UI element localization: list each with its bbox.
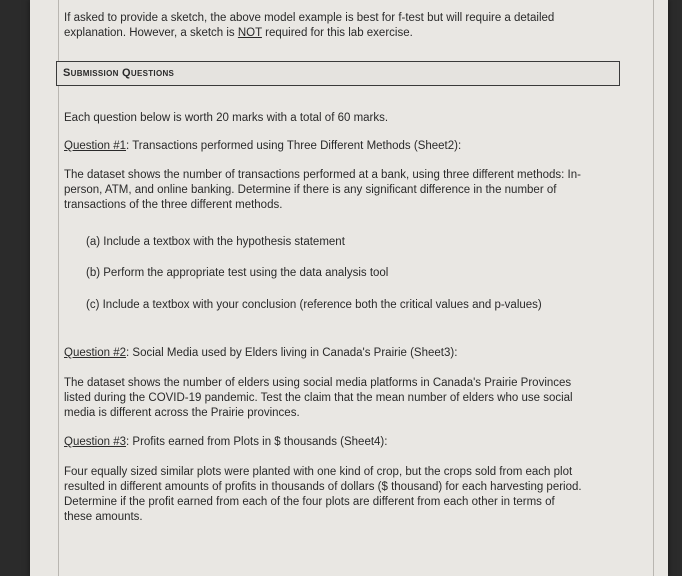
- question-1-body: [64, 168, 629, 213]
- question-2-body: [64, 376, 629, 421]
- intro-line-2: explanation. However, a sketch is NOT required for this lab exercise.: [64, 27, 413, 39]
- question-2-label: Question #2: [64, 347, 127, 359]
- q2-body-line-2: listed during the COVID-19 pandemic. Test the claim that the mean number of elders who use social: [64, 392, 573, 404]
- submission-questions-header: [56, 61, 620, 86]
- question-1-label: Question #1: [64, 140, 127, 152]
- q3-body-line-1: Four equally sized similar plots were planted with one kind of crop, but the crops sold from each plot: [64, 466, 573, 478]
- right-margin-line: [653, 0, 654, 576]
- q1-body-line-3: transactions of the three different methods.: [64, 199, 283, 211]
- intro-line-1: If asked to provide a sketch, the above model example is best for f-test but will require a detailed: [64, 12, 555, 24]
- question-1-heading: [64, 139, 629, 154]
- marks-note: Each question below is worth 20 marks with a total of 60 marks.: [64, 112, 389, 124]
- submission-header-text: Submission Questions: [63, 67, 175, 79]
- q2-body-line-1: The dataset shows the number of elders using social media platforms in Canada's Prairie Provinces: [64, 377, 572, 389]
- question-3-title: : Profits earned from Plots in $ thousands (Sheet4):: [126, 436, 388, 448]
- q1-item-c: (c) Include a textbox with your conclusion (reference both the critical values and p-values): [86, 299, 542, 311]
- question-3-label: Question #3: [64, 436, 127, 448]
- q1-item-a: (a) Include a textbox with the hypothesis statement: [86, 236, 345, 248]
- not-emphasis: NOT: [237, 27, 262, 39]
- question-3-body: [64, 465, 629, 525]
- q1-body-line-2: person, ATM, and online banking. Determine if there is any significant difference in the number of: [64, 184, 557, 196]
- question-2-title: : Social Media used by Elders living in Canada's Prairie (Sheet3):: [126, 347, 458, 359]
- q1-body-line-1: The dataset shows the number of transactions performed at a bank, using three different methods: In-: [64, 169, 581, 181]
- left-margin-line: [58, 0, 59, 576]
- q2-body-line-3: media is different across the Prairie provinces.: [64, 407, 300, 419]
- question-1-title: : Transactions performed using Three Different Methods (Sheet2):: [126, 140, 462, 152]
- question-2-heading: [64, 346, 629, 361]
- document-page: [30, 0, 668, 576]
- question-3-heading: [64, 435, 629, 450]
- q1-item-b: (b) Perform the appropriate test using the data analysis tool: [86, 267, 389, 279]
- intro-paragraph: [64, 11, 634, 41]
- q3-body-line-4: these amounts.: [64, 511, 143, 523]
- q3-body-line-2: resulted in different amounts of profits in thousands of dollars ($ thousand) for each harvesting period.: [64, 481, 582, 493]
- q3-body-line-3: Determine if the profit earned from each of the four plots are different from each other in terms of: [64, 496, 555, 508]
